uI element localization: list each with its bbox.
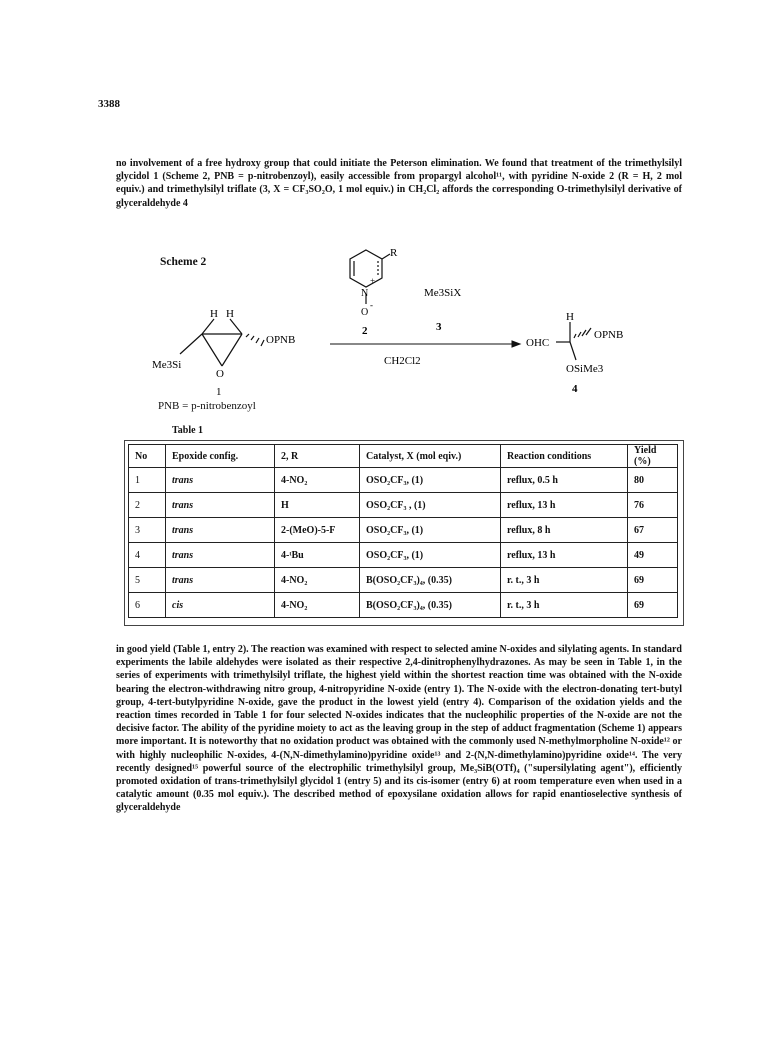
cell-r: 4-NO₂	[275, 468, 360, 493]
cell-conditions: reflux, 0.5 h	[501, 468, 628, 493]
cell-conditions: r. t., 3 h	[501, 568, 628, 593]
paragraph-discussion: in good yield (Table 1, entry 2). The reaction was examined with respect to selected amine N-oxides and silylating agents. In standard experiments the labile aldehydes were isolated as their respective 2,4-dinitrophenylhydrazones. As may be seen in Table 1, in the series of experiments with trimethylsilyl triflate, the highest yield within the shortest reaction time was obtained with the N-oxide bearing the electron-withdrawing nitro group, 4-nitropyridine N-oxide (entry 1). The N-oxide with the electron-donating tert-butyl group, 4-tert-butylpyridine N-oxide, gave the product in the lowest yield (entry 4). Comparison of the oxidation yields and the reaction times recorded in Table 1 for four selected N-oxides indicates that the nucleophilic properties of the N-oxide are not the decisive factor. The ability of the pyridine moiety to act as the leaving group in the step of adduct fragmentation (Scheme 1) appears more important. It is noteworthy that no oxidation product was obtained with the commonly used N-methylmorpholine N-oxide¹² or with highly nucleophilic N-oxides, 4-(N,N-dimethylamino)pyridine oxide¹³ and 2-(N,N-dimethylamino)pyridine oxide¹⁴. The very recently designed¹⁵ powerful source of the electrophilic trimethylsilyl group, Me₃SiB(OTf)₄ ("supersilylating agent"), efficiently promoted oxidation of trans-trimethylsilyl glycidol 1 (entry 5) and its cis-isomer (entry 6) at room temperature even when used in a catalytic amount (0.35 mol equiv.). The described method of epoxysilane oxidation allows for rapid enantioselective synthesis of glyceraldehyde	[116, 644, 682, 814]
cell-yield: 69	[628, 568, 678, 593]
scheme-label: Scheme 2	[160, 256, 207, 268]
cell-yield: 49	[628, 543, 678, 568]
cell-no: 6	[129, 593, 166, 618]
results-table	[128, 444, 678, 618]
epoxide-o: O	[216, 368, 224, 380]
cell-r: 4-NO₂	[275, 593, 360, 618]
header-epoxide-config: Epoxide config.	[166, 445, 275, 468]
solvent-label: CH2Cl2	[384, 355, 421, 367]
product-opnb: OPNB	[594, 329, 624, 341]
compound-2-number: 2	[362, 325, 368, 337]
cell-no: 5	[129, 568, 166, 593]
cell-conditions: reflux, 8 h	[501, 518, 628, 543]
table-row	[129, 593, 678, 618]
table-row	[129, 518, 678, 543]
header-2-r: 2, R	[275, 445, 360, 468]
cell-no: 2	[129, 493, 166, 518]
cell-catalyst: OSO₂CF₃, (1)	[360, 518, 501, 543]
table-row	[129, 568, 678, 593]
pyridine-plus: +	[370, 276, 376, 286]
cell-no: 3	[129, 518, 166, 543]
cell-catalyst: OSO₂CF₃, (1)	[360, 468, 501, 493]
cell-conditions: reflux, 13 h	[501, 493, 628, 518]
header-reaction-conditions: Reaction conditions	[501, 445, 628, 468]
epoxide-h2: H	[226, 308, 234, 320]
table-row	[129, 543, 678, 568]
cell-r: 4-NO₂	[275, 568, 360, 593]
product-ohc: OHC	[526, 337, 550, 349]
cell-conditions: r. t., 3 h	[501, 593, 628, 618]
pyridine-o: O	[361, 307, 369, 318]
cell-yield: 76	[628, 493, 678, 518]
header-no: No	[129, 445, 166, 468]
compound-4-number: 4	[572, 383, 578, 395]
cell-conditions: reflux, 13 h	[501, 543, 628, 568]
header-yield: Yield (%)	[628, 445, 678, 468]
pnb-definition: PNB = p-nitrobenzoyl	[158, 400, 256, 412]
reaction-arrow	[330, 341, 520, 347]
compound-3-number: 3	[436, 321, 442, 333]
cell-config: trans	[166, 568, 275, 593]
cell-r: 4-ᵗBu	[275, 543, 360, 568]
cell-config: trans	[166, 493, 275, 518]
table-row	[129, 468, 678, 493]
reagent-me3six: Me3SiX	[424, 287, 462, 299]
cell-no: 1	[129, 468, 166, 493]
cell-catalyst: B(OSO₂CF₃)₄, (0.35)	[360, 593, 501, 618]
product-h: H	[566, 311, 574, 323]
epoxide-h1: H	[210, 308, 218, 320]
epoxide-me3si: Me3Si	[152, 359, 182, 371]
cell-config: trans	[166, 468, 275, 493]
cell-config: cis	[166, 593, 275, 618]
table-header-row	[129, 445, 678, 468]
cell-catalyst: OSO₂CF₃, (1)	[360, 543, 501, 568]
cell-r: 2-(MeO)-5-F	[275, 518, 360, 543]
epoxide-structure	[180, 319, 264, 366]
cell-config: trans	[166, 518, 275, 543]
cell-yield: 80	[628, 468, 678, 493]
pyridine-r: R	[390, 247, 398, 259]
product-osime3: OSiMe3	[566, 363, 604, 375]
cell-r: H	[275, 493, 360, 518]
cell-yield: 69	[628, 593, 678, 618]
page-number: 3388	[98, 98, 120, 110]
pyridine-n: N	[361, 288, 369, 299]
table-row	[129, 493, 678, 518]
table-container	[128, 444, 678, 624]
epoxide-opnb: OPNB	[266, 334, 296, 346]
scheme-2-diagram	[116, 244, 682, 420]
cell-catalyst: B(OSO₂CF₃)₄, (0.35)	[360, 568, 501, 593]
header-catalyst: Catalyst, X (mol eqiv.)	[360, 445, 501, 468]
cell-config: trans	[166, 543, 275, 568]
paragraph-intro: no involvement of a free hydroxy group that could initiate the Peterson elimination. We found that treatment of the trimethylsilyl glycidol 1 (Scheme 2, PNB = p-nitrobenzoyl), easily accessible from propargyl alcohol¹¹, with pyridine N-oxide 2 (R = H, 2 mol equiv.) and trimethylsilyl triflate (3, X = CF₃SO₂O, 1 mol equiv.) in CH₂Cl₂ affords the corresponding O-trimethylsilyl derivative of glyceraldehyde 4	[116, 158, 682, 209]
product-structure	[556, 322, 591, 360]
cell-catalyst: OSO₂CF₃ , (1)	[360, 493, 501, 518]
compound-1-number: 1	[216, 386, 222, 398]
cell-no: 4	[129, 543, 166, 568]
cell-yield: 67	[628, 518, 678, 543]
pyridine-minus: -	[370, 300, 373, 310]
table-label: Table 1	[172, 425, 204, 436]
